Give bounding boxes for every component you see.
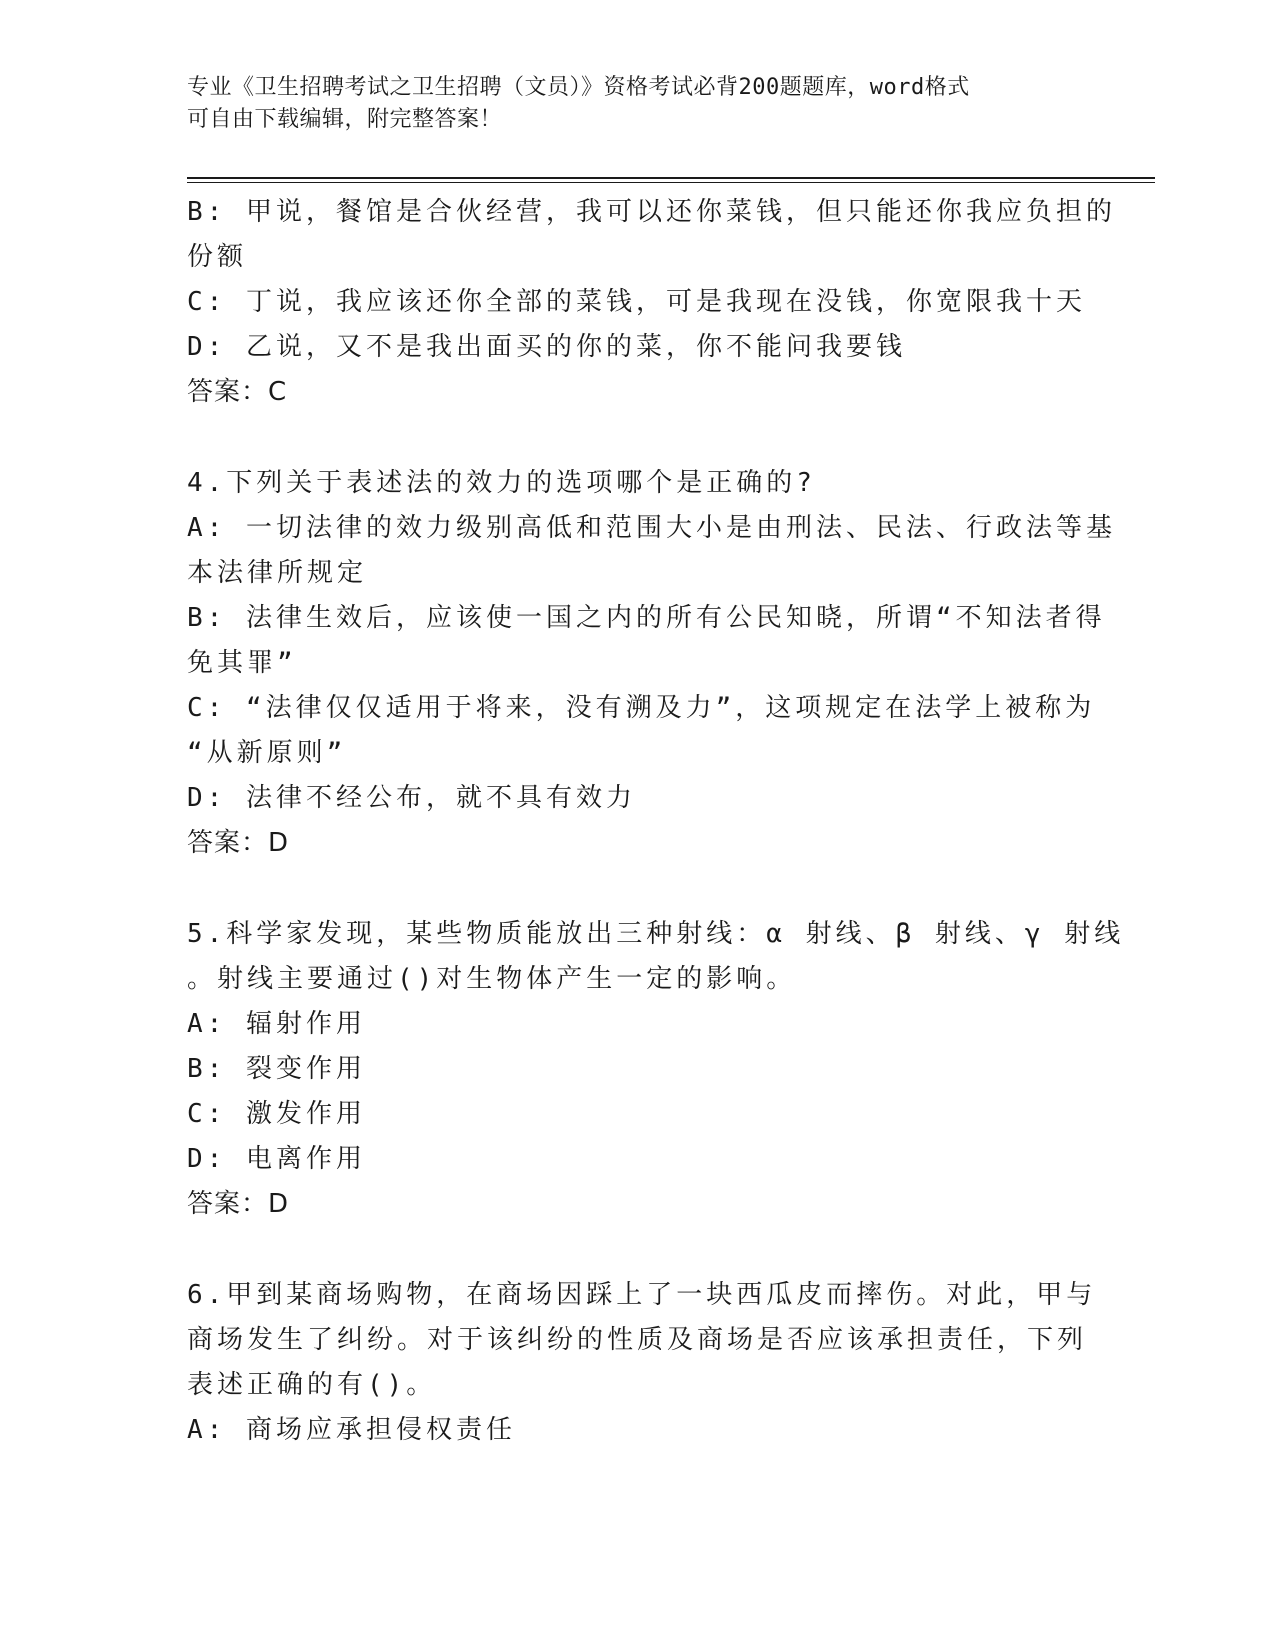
q5-option-b: B: 裂变作用 <box>187 1054 366 1084</box>
q5-answer: 答案：D <box>187 1189 290 1219</box>
question-5 <box>187 912 1125 1227</box>
question-6 <box>187 1273 1097 1453</box>
header-divider-thick <box>187 177 1155 179</box>
question-3-continued <box>187 190 1116 415</box>
question-spacer <box>187 415 1087 461</box>
q5-option-a: A: 辐射作用 <box>187 1009 366 1039</box>
question-4 <box>187 461 1116 866</box>
q5-option-c: C: 激发作用 <box>187 1099 366 1129</box>
q4-option-b-line-1: B: 法律生效后，应该使一国之内的所有公民知晓，所谓“不知法者得 <box>187 603 1106 633</box>
q4-option-c-line-2: “从新原则” <box>187 738 347 768</box>
q5-option-d: D: 电离作用 <box>187 1144 366 1174</box>
q4-option-a-line-2: 本法律所规定 <box>187 558 368 588</box>
q4-stem: 4.下列关于表述法的效力的选项哪个是正确的? <box>187 468 816 498</box>
q3-option-b-line-1: B: 甲说，餐馆是合伙经营，我可以还你菜钱，但只能还你我应负担的 <box>187 197 1116 227</box>
q6-option-a: A: 商场应承担侵权责任 <box>187 1415 516 1445</box>
q4-option-b-line-2: 免其罪” <box>187 648 297 678</box>
q3-option-c: C: 丁说，我应该还你全部的菜钱，可是我现在没钱，你宽限我十天 <box>187 287 1086 317</box>
q6-stem-line-2: 商场发生了纠纷。对于该纠纷的性质及商场是否应该承担责任，下列 <box>187 1325 1088 1355</box>
q4-option-a-line-1: A: 一切法律的效力级别高低和范围大小是由刑法、民法、行政法等基 <box>187 513 1116 543</box>
q6-stem-line-1: 6.甲到某商场购物，在商场因踩上了一块西瓜皮而摔伤。对此，甲与 <box>187 1280 1097 1310</box>
q4-answer: 答案：D <box>187 828 290 858</box>
header-divider-thin <box>187 182 1155 183</box>
q4-option-c-line-1: C: “法律仅仅适用于将来，没有溯及力”，这项规定在法学上被称为 <box>187 693 1096 723</box>
q3-option-b-line-2: 份额 <box>187 242 248 272</box>
question-spacer <box>187 866 1087 912</box>
q3-answer: 答案：C <box>187 377 288 407</box>
q5-stem-line-1: 5.科学家发现，某些物质能放出三种射线：α 射线、β 射线、γ 射线 <box>187 919 1125 949</box>
q3-option-d: D: 乙说，又不是我出面买的你的菜，你不能问我要钱 <box>187 332 906 362</box>
q5-stem-line-2: 。射线主要通过()对生物体产生一定的影响。 <box>187 964 797 994</box>
header-title-line-1: 专业《卫生招聘考试之卫生招聘（文员）》资格考试必背200题题库，word格式 <box>187 75 970 100</box>
q6-stem-line-3: 表述正确的有()。 <box>187 1370 437 1400</box>
question-list <box>187 190 1125 1453</box>
document-header <box>187 72 1067 136</box>
q4-option-d: D: 法律不经公布，就不具有效力 <box>187 783 636 813</box>
question-spacer <box>187 1227 1087 1273</box>
header-title-line-2: 可自由下载编辑，附完整答案！ <box>187 107 503 132</box>
